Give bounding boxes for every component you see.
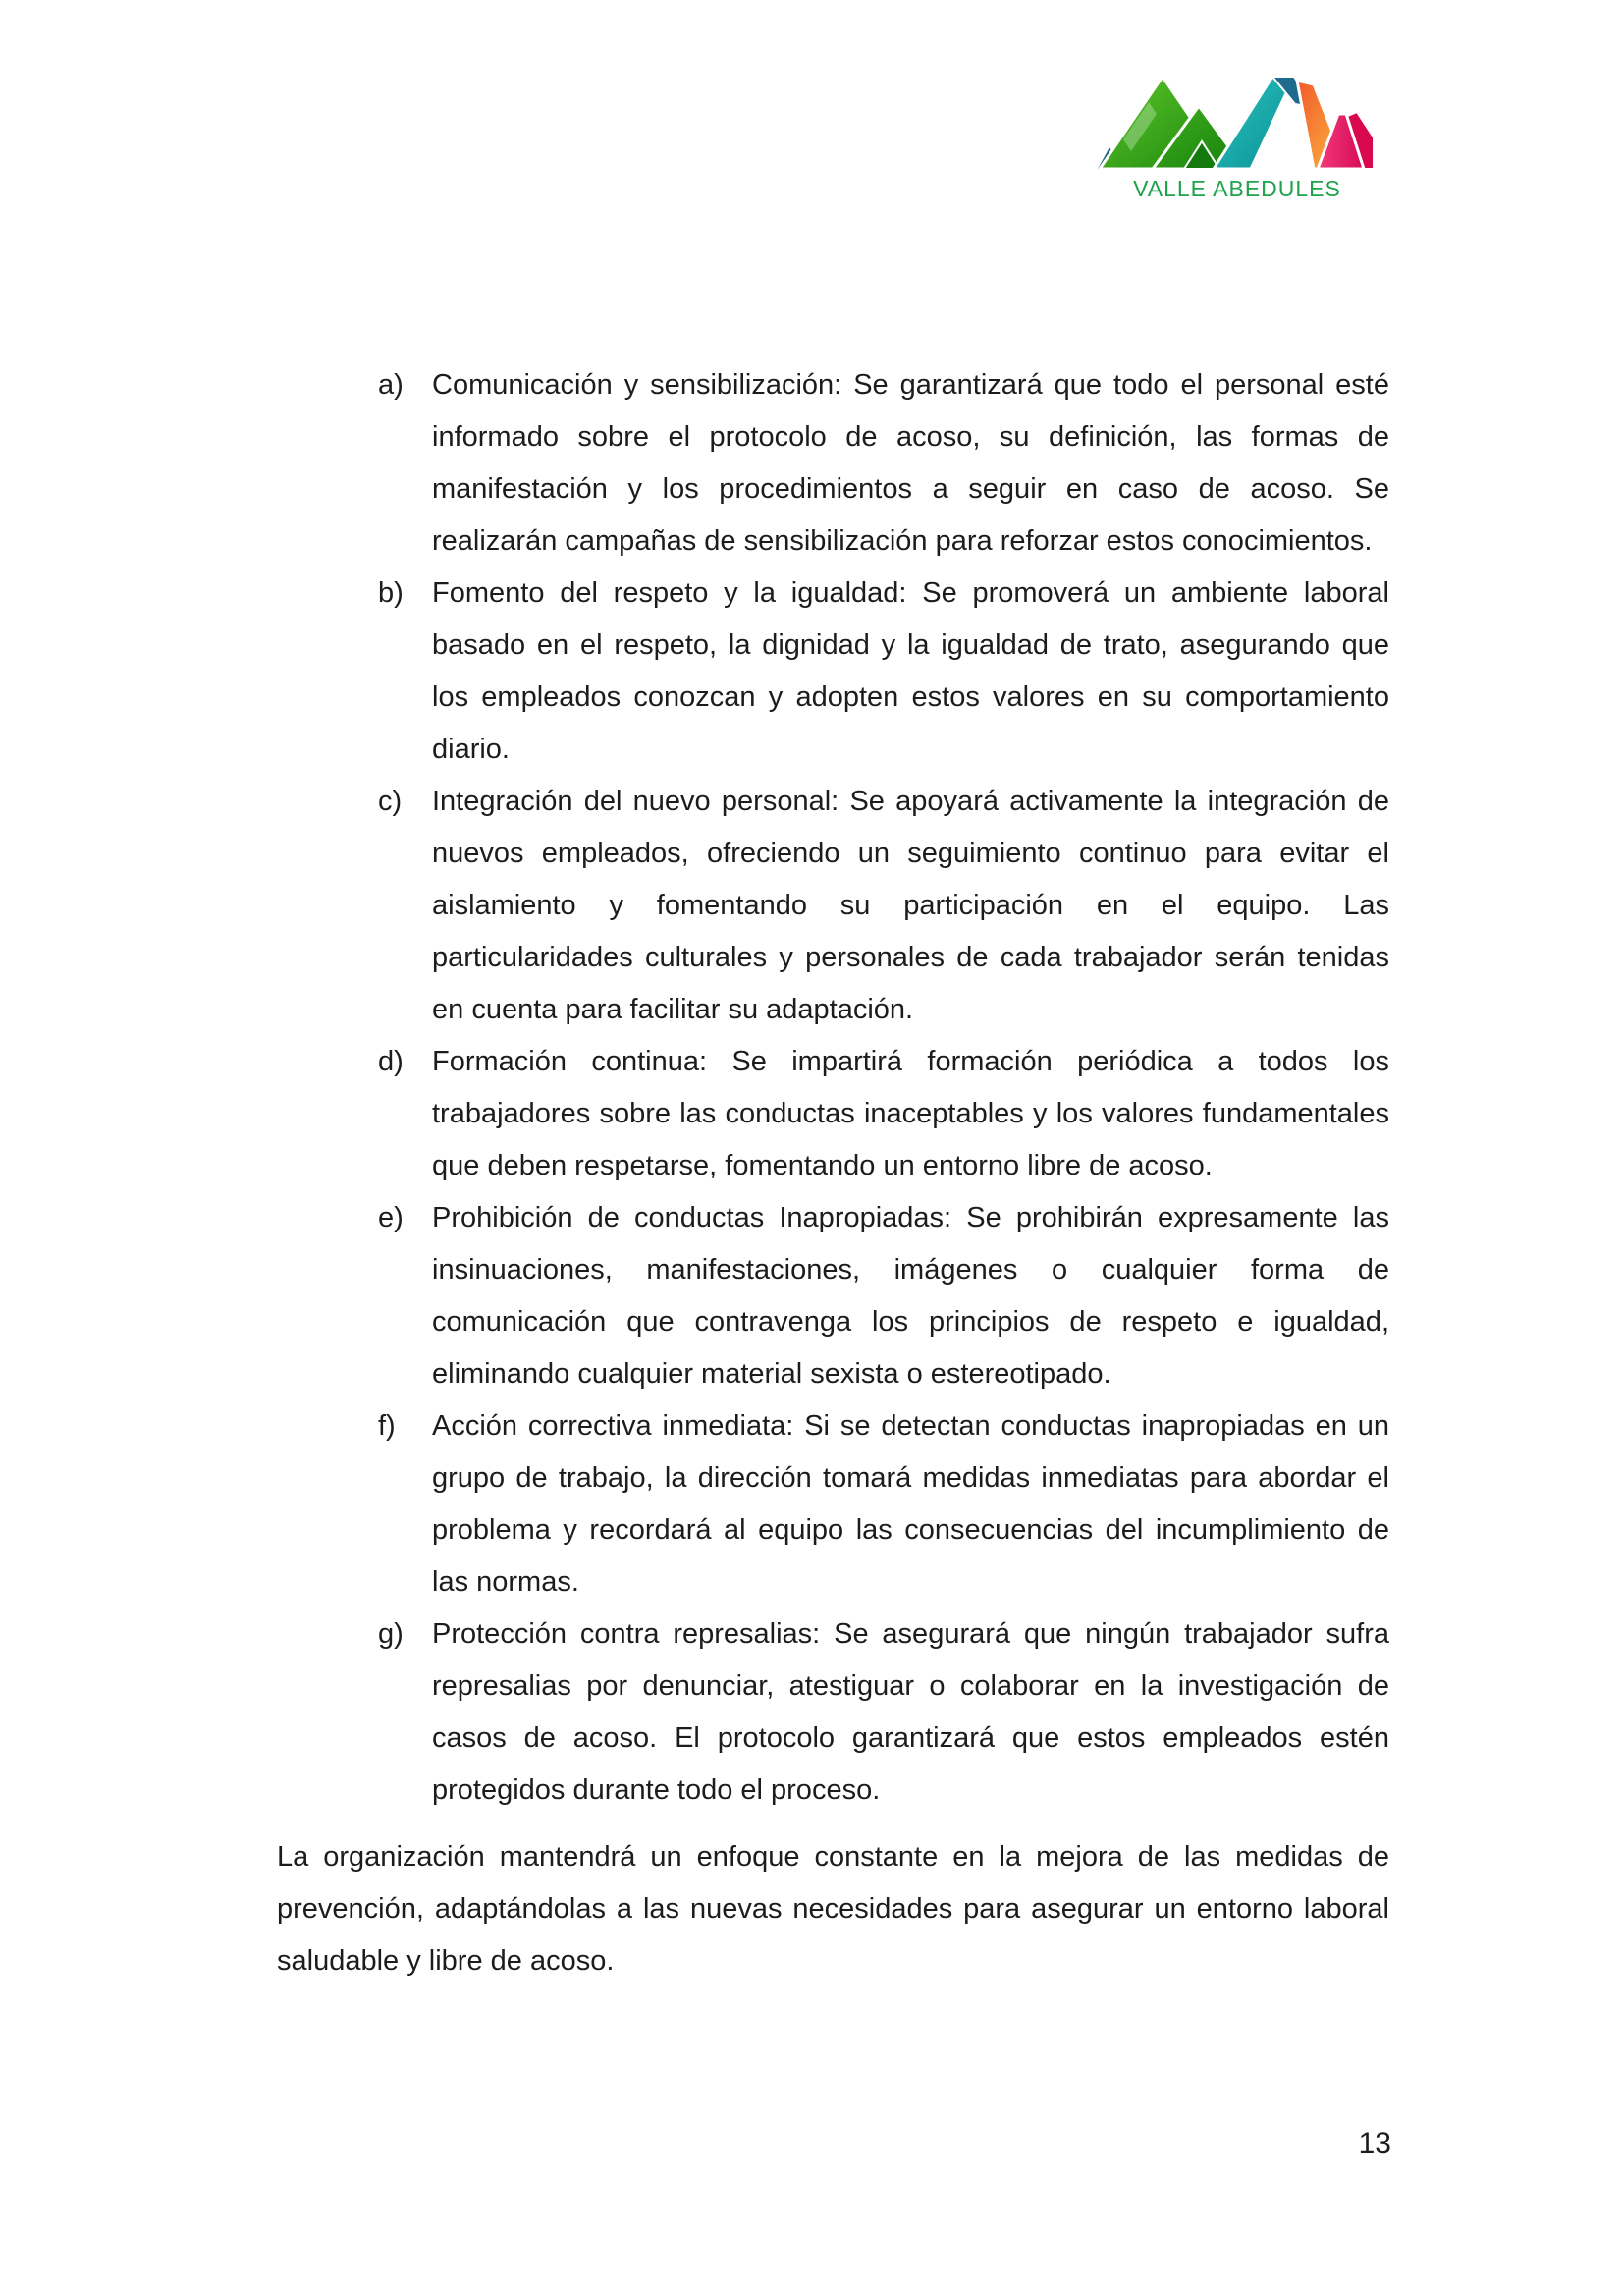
list-item-text: Comunicación y sensibilización: Se garantizará que todo el personal esté informado sobre el protocolo de acoso, su definición, las formas de manifestación y los procedimientos a seguir en caso de acoso. Se realizarán campañas de sensibilización para reforzar estos conocimientos. (432, 369, 1389, 557)
list-item (277, 1400, 1389, 1609)
list-item-text: Prohibición de conductas Inapropiadas: Se prohibirán expresamente las insinuaciones, manifestaciones, imágenes o cualquier forma de comunicación que contravenga los principios de respeto e igualdad, eliminando cualquier material sexista o estereotipado. (432, 1202, 1389, 1390)
list-item-marker: c) (378, 786, 403, 817)
list-item (277, 1192, 1389, 1400)
list-item-marker: f) (378, 1410, 396, 1442)
list-item-marker: d) (378, 1046, 404, 1077)
list-item (277, 1609, 1389, 1817)
document-body (277, 359, 1389, 1988)
list-item (277, 776, 1389, 1036)
list-item-marker: g) (378, 1618, 404, 1650)
measures-list (277, 359, 1389, 1817)
list-item-marker: a) (378, 369, 404, 401)
list-item (277, 359, 1389, 568)
list-item-text: Integración del nuevo personal: Se apoyará activamente la integración de nuevos empleados, ofreciendo un seguimiento continuo para evitar el aislamiento y fomentando su participación en el equipo. Las particularidades culturales y personales de cada trabajador serán tenidas en cuenta para facilitar su adaptación. (432, 786, 1389, 1025)
list-item-text: Fomento del respeto y la igualdad: Se promoverá un ambiente laboral basado en el respeto, la dignidad y la igualdad de trato, asegurando que los empleados conozcan y adopten estos valores en su comportamiento diario. (432, 577, 1389, 765)
list-item-text: Protección contra represalias: Se asegurará que ningún trabajador sufra represalias por denunciar, atestiguar o colaborar en la investigación de casos de acoso. El protocolo garantizará que estos empleados estén protegidos durante todo el proceso. (432, 1618, 1389, 1806)
page-number: 13 (1358, 2127, 1391, 2159)
list-item-text: Formación continua: Se impartirá formación periódica a todos los trabajadores sobre las conductas inaceptables y los valores fundamentales que deben respetarse, fomentando un entorno libre de acoso. (432, 1046, 1389, 1181)
company-logo (1098, 69, 1377, 202)
list-item-marker: e) (378, 1202, 404, 1233)
closing-paragraph: La organización mantendrá un enfoque constante en la mejora de las medidas de prevención, adaptándolas a las nuevas necesidades para asegurar un entorno laboral saludable y libre de acoso. (277, 1841, 1389, 1977)
logo-wordmark: VALLE ABEDULES (1133, 176, 1341, 201)
list-item-text: Acción correctiva inmediata: Si se detectan conductas inapropiadas en un grupo de trabajo, la dirección tomará medidas inmediatas para abordar el problema y recordará al equipo las consecuencias del incumplimiento de las normas. (432, 1410, 1389, 1598)
list-item-marker: b) (378, 577, 404, 609)
list-item (277, 1036, 1389, 1192)
logo-mountains-icon (1098, 69, 1377, 171)
list-item (277, 568, 1389, 776)
